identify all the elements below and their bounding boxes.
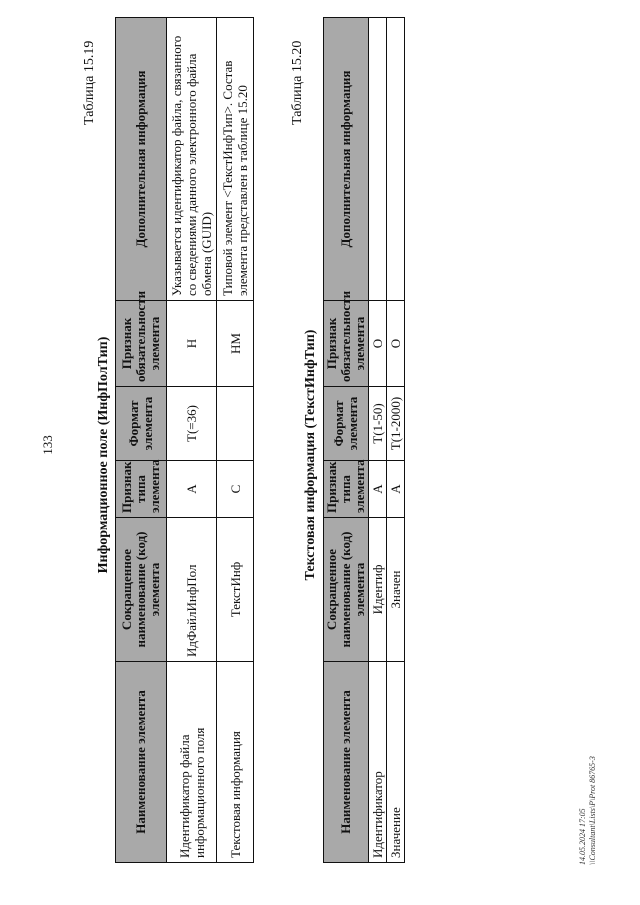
- col-header-mandatory: Признак обязательности элемента: [324, 301, 369, 387]
- cell-type: А: [167, 461, 217, 518]
- cell-info: [387, 18, 405, 301]
- cell-type: С: [217, 461, 254, 518]
- cell-code: ИдФайлИнфПол: [167, 518, 217, 662]
- cell-info: [369, 18, 387, 301]
- cell-mandatory: О: [387, 301, 405, 387]
- cell-format: Т(=36): [167, 387, 217, 461]
- table-15-20-caption: Таблица 15.20: [290, 40, 305, 125]
- cell-format: Т(1-2000): [387, 387, 405, 461]
- col-header-name: Наименование элемента: [324, 662, 369, 863]
- table-15-19-caption: Таблица 15.19: [82, 40, 97, 125]
- col-header-type: Признак типа элемента: [324, 461, 369, 518]
- cell-format: [217, 387, 254, 461]
- cell-type: А: [369, 461, 387, 518]
- cell-mandatory: О: [369, 301, 387, 387]
- table-15-20: [323, 17, 405, 863]
- col-header-format: Формат элемента: [116, 387, 167, 461]
- table-header-row: [116, 18, 167, 863]
- col-header-info: Дополнительная информация: [324, 18, 369, 301]
- col-header-code: Сокращенное наименование (код) элемента: [116, 518, 167, 662]
- table-row: [217, 18, 254, 863]
- cell-name: Идентификатор: [369, 662, 387, 863]
- cell-format: Т(1-50): [369, 387, 387, 461]
- cell-name: Текстовая информация: [217, 662, 254, 863]
- page-number: 133: [40, 435, 55, 455]
- col-header-mandatory: Признак обязательности элемента: [116, 301, 167, 387]
- stamp-date: 14.05.2024 17:05: [578, 808, 587, 865]
- cell-mandatory: Н: [167, 301, 217, 387]
- table-15-19: [115, 17, 254, 863]
- table-row: [167, 18, 217, 863]
- table-15-20-title: Текстовая информация (ТекстИнфТип): [303, 329, 318, 581]
- col-header-code: Сокращенное наименование (код) элемента: [324, 518, 369, 662]
- table-header-row: [324, 18, 369, 863]
- cell-info: Типовой элемент <ТекстИнфТип>. Состав элемента представлен в таблице 15.20: [217, 18, 254, 301]
- cell-mandatory: НМ: [217, 301, 254, 387]
- stamp-path: \\Consultant\Lists\P\Prot 86765-3: [588, 756, 597, 865]
- cell-name: Идентификатор файла информационного поля: [167, 662, 217, 863]
- col-header-info: Дополнительная информация: [116, 18, 167, 301]
- col-header-format: Формат элемента: [324, 387, 369, 461]
- col-header-type: Признак типа элемента: [116, 461, 167, 518]
- table-row: [387, 18, 405, 863]
- col-header-name: Наименование элемента: [116, 662, 167, 863]
- cell-code: Идентиф: [369, 518, 387, 662]
- print-stamp: [578, 756, 598, 865]
- cell-type: А: [387, 461, 405, 518]
- cell-name: Значение: [387, 662, 405, 863]
- table-15-19-title: Информационное поле (ИнфПолТип): [96, 336, 111, 574]
- cell-code: Значен: [387, 518, 405, 662]
- cell-code: ТекстИнф: [217, 518, 254, 662]
- table-row: [369, 18, 387, 863]
- cell-info: Указывается идентификатор файла, связанного со сведениями данного электронного файла обмена (GUID): [167, 18, 217, 301]
